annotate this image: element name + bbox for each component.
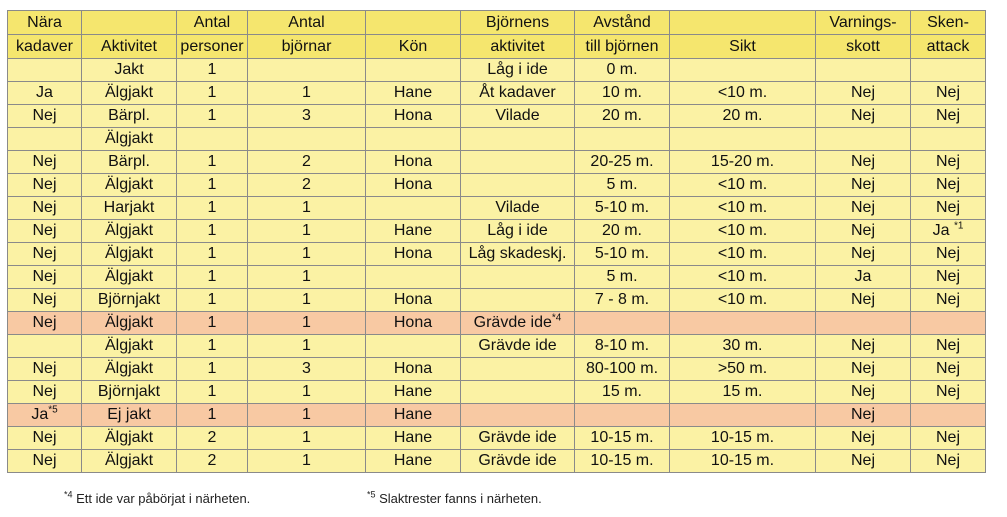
cell-skenattack: Nej xyxy=(911,427,986,450)
cell-sikt: 30 m. xyxy=(670,335,816,358)
cell-bjornens-aktivitet: Vilade xyxy=(461,105,575,128)
cell-bjornens-aktivitet: Låg i ide xyxy=(461,59,575,82)
cell-nara-kadaver: Nej xyxy=(8,105,82,128)
cell-bjornens-aktivitet xyxy=(461,358,575,381)
cell-nara-kadaver: Nej xyxy=(8,151,82,174)
cell-varningsskott: Nej xyxy=(816,335,911,358)
header-aktivitet: Aktivitet xyxy=(82,35,177,59)
cell-sikt: 20 m. xyxy=(670,105,816,128)
cell-sikt xyxy=(670,59,816,82)
cell-varningsskott: Nej xyxy=(816,105,911,128)
cell-antal-bjornar: 1 xyxy=(248,266,366,289)
header-sikt xyxy=(670,11,816,35)
cell-aktivitet: Älgjakt xyxy=(82,220,177,243)
cell-skenattack: Nej xyxy=(911,105,986,128)
cell-varningsskott: Nej xyxy=(816,404,911,427)
table-row xyxy=(8,358,986,381)
cell-antal-personer: 1 xyxy=(177,243,248,266)
cell-skenattack: Nej xyxy=(911,243,986,266)
cell-bjornens-aktivitet: Grävde ide xyxy=(461,427,575,450)
cell-varningsskott: Nej xyxy=(816,151,911,174)
cell-skenattack: Nej xyxy=(911,82,986,105)
cell-kon: Hona xyxy=(366,358,461,381)
cell-antal-bjornar: 1 xyxy=(248,197,366,220)
table-row xyxy=(8,427,986,450)
cell-avstand: 5-10 m. xyxy=(575,197,670,220)
cell-aktivitet: Älgjakt xyxy=(82,335,177,358)
cell-skenattack: Nej xyxy=(911,358,986,381)
cell-antal-personer: 1 xyxy=(177,59,248,82)
cell-kon: Hona xyxy=(366,312,461,335)
cell-bjornens-aktivitet xyxy=(461,174,575,197)
cell-antal-bjornar: 1 xyxy=(248,335,366,358)
cell-antal-bjornar: 1 xyxy=(248,289,366,312)
cell-sikt: 15-20 m. xyxy=(670,151,816,174)
cell-bjornens-aktivitet: Låg i ide xyxy=(461,220,575,243)
cell-nara-kadaver: Nej xyxy=(8,450,82,473)
cell-aktivitet: Bärpl. xyxy=(82,105,177,128)
cell-kon: Hane xyxy=(366,220,461,243)
cell-kon xyxy=(366,335,461,358)
cell-antal-personer: 1 xyxy=(177,404,248,427)
cell-bjornens-aktivitet xyxy=(461,381,575,404)
cell-sikt xyxy=(670,128,816,151)
cell-antal-personer: 1 xyxy=(177,266,248,289)
cell-skenattack xyxy=(911,128,986,151)
cell-bjornens-aktivitet: Åt kadaver xyxy=(461,82,575,105)
table-row xyxy=(8,59,986,82)
cell-antal-bjornar xyxy=(248,128,366,151)
cell-antal-personer: 1 xyxy=(177,381,248,404)
cell-antal-bjornar: 1 xyxy=(248,404,366,427)
cell-sikt: >50 m. xyxy=(670,358,816,381)
cell-varningsskott xyxy=(816,59,911,82)
cell-avstand xyxy=(575,312,670,335)
bear-encounter-table xyxy=(7,10,986,473)
table-row xyxy=(8,335,986,358)
cell-skenattack xyxy=(911,59,986,82)
cell-kon: Hane xyxy=(366,427,461,450)
cell-avstand: 5 m. xyxy=(575,174,670,197)
cell-nara-kadaver: Nej xyxy=(8,427,82,450)
cell-varningsskott xyxy=(816,312,911,335)
cell-sikt: <10 m. xyxy=(670,243,816,266)
header-row-2 xyxy=(8,35,986,59)
cell-avstand: 10-15 m. xyxy=(575,427,670,450)
cell-antal-bjornar: 2 xyxy=(248,151,366,174)
footnote-5: $^{*5}$ Slaktrester fanns i närheten. xyxy=(367,489,542,506)
header-varningsskott: skott xyxy=(816,35,911,59)
cell-aktivitet: Älgjakt xyxy=(82,82,177,105)
cell-bjornens-aktivitet: Grävde ide xyxy=(461,450,575,473)
table-row xyxy=(8,128,986,151)
cell-avstand: 20 m. xyxy=(575,220,670,243)
cell-avstand: 0 m. xyxy=(575,59,670,82)
cell-antal-personer xyxy=(177,128,248,151)
cell-skenattack: Ja $^{*1}$ xyxy=(911,220,986,243)
cell-aktivitet: Björnjakt xyxy=(82,289,177,312)
cell-kon xyxy=(366,197,461,220)
cell-kon xyxy=(366,59,461,82)
cell-nara-kadaver xyxy=(8,335,82,358)
table-row xyxy=(8,381,986,404)
cell-antal-bjornar: 1 xyxy=(248,82,366,105)
cell-sikt: 10-15 m. xyxy=(670,427,816,450)
cell-kon: Hona xyxy=(366,105,461,128)
cell-skenattack: Nej xyxy=(911,381,986,404)
cell-avstand: 10-15 m. xyxy=(575,450,670,473)
cell-avstand: 5 m. xyxy=(575,266,670,289)
cell-kon: Hona xyxy=(366,174,461,197)
cell-bjornens-aktivitet xyxy=(461,151,575,174)
table-row xyxy=(8,266,986,289)
cell-aktivitet: Älgjakt xyxy=(82,266,177,289)
cell-bjornens-aktivitet xyxy=(461,266,575,289)
cell-varningsskott: Nej xyxy=(816,289,911,312)
cell-skenattack: Nej xyxy=(911,174,986,197)
cell-kon: Hane xyxy=(366,450,461,473)
cell-antal-bjornar: 2 xyxy=(248,174,366,197)
cell-bjornens-aktivitet: Grävde ide$^{*4}$ xyxy=(461,312,575,335)
header-antal-bjornar: Antal xyxy=(248,11,366,35)
cell-kon: Hane xyxy=(366,381,461,404)
cell-antal-personer: 1 xyxy=(177,289,248,312)
header-avstand: till björnen xyxy=(575,35,670,59)
cell-antal-personer: 1 xyxy=(177,312,248,335)
header-aktivitet xyxy=(82,11,177,35)
cell-antal-personer: 1 xyxy=(177,335,248,358)
cell-skenattack xyxy=(911,404,986,427)
cell-varningsskott: Nej xyxy=(816,381,911,404)
cell-antal-personer: 2 xyxy=(177,450,248,473)
cell-sikt: <10 m. xyxy=(670,197,816,220)
table-row xyxy=(8,220,986,243)
header-row-1 xyxy=(8,11,986,35)
header-kon: Kön xyxy=(366,35,461,59)
table-row xyxy=(8,404,986,427)
header-bjornens-aktivitet: aktivitet xyxy=(461,35,575,59)
cell-sikt xyxy=(670,404,816,427)
cell-aktivitet: Älgjakt xyxy=(82,450,177,473)
cell-skenattack: Nej xyxy=(911,450,986,473)
cell-aktivitet: Ej jakt xyxy=(82,404,177,427)
cell-antal-bjornar: 1 xyxy=(248,243,366,266)
table-row xyxy=(8,82,986,105)
cell-antal-bjornar xyxy=(248,59,366,82)
cell-avstand xyxy=(575,128,670,151)
cell-nara-kadaver: Nej xyxy=(8,312,82,335)
cell-nara-kadaver: Nej xyxy=(8,174,82,197)
header-antal-personer: personer xyxy=(177,35,248,59)
cell-bjornens-aktivitet: Grävde ide xyxy=(461,335,575,358)
cell-bjornens-aktivitet xyxy=(461,289,575,312)
cell-antal-personer: 1 xyxy=(177,105,248,128)
cell-aktivitet: Harjakt xyxy=(82,197,177,220)
cell-nara-kadaver: Ja$^{*5}$ xyxy=(8,404,82,427)
cell-aktivitet: Älgjakt xyxy=(82,174,177,197)
cell-nara-kadaver: Ja xyxy=(8,82,82,105)
cell-kon: Hona xyxy=(366,151,461,174)
cell-antal-bjornar: 1 xyxy=(248,220,366,243)
cell-antal-personer: 1 xyxy=(177,197,248,220)
cell-antal-personer: 1 xyxy=(177,174,248,197)
cell-varningsskott: Nej xyxy=(816,220,911,243)
cell-sikt: 10-15 m. xyxy=(670,450,816,473)
cell-antal-personer: 1 xyxy=(177,82,248,105)
header-nara-kadaver: kadaver xyxy=(8,35,82,59)
cell-nara-kadaver: Nej xyxy=(8,266,82,289)
cell-nara-kadaver: Nej xyxy=(8,220,82,243)
table-row xyxy=(8,243,986,266)
cell-aktivitet: Björnjakt xyxy=(82,381,177,404)
table-row xyxy=(8,105,986,128)
cell-avstand: 5-10 m. xyxy=(575,243,670,266)
cell-skenattack: Nej xyxy=(911,289,986,312)
cell-antal-personer: 1 xyxy=(177,220,248,243)
table-row xyxy=(8,312,986,335)
table-row xyxy=(8,450,986,473)
cell-antal-bjornar: 3 xyxy=(248,358,366,381)
cell-avstand xyxy=(575,404,670,427)
table-row xyxy=(8,151,986,174)
cell-antal-bjornar: 3 xyxy=(248,105,366,128)
cell-nara-kadaver: Nej xyxy=(8,381,82,404)
cell-kon xyxy=(366,128,461,151)
cell-varningsskott: Nej xyxy=(816,243,911,266)
header-skenattack: Sken- xyxy=(911,11,986,35)
header-skenattack: attack xyxy=(911,35,986,59)
cell-kon: Hane xyxy=(366,82,461,105)
cell-varningsskott: Nej xyxy=(816,82,911,105)
header-kon xyxy=(366,11,461,35)
cell-aktivitet: Älgjakt xyxy=(82,243,177,266)
cell-sikt xyxy=(670,312,816,335)
table-row xyxy=(8,197,986,220)
cell-varningsskott: Nej xyxy=(816,427,911,450)
cell-nara-kadaver: Nej xyxy=(8,197,82,220)
cell-avstand: 7 - 8 m. xyxy=(575,289,670,312)
cell-sikt: <10 m. xyxy=(670,82,816,105)
cell-aktivitet: Älgjakt xyxy=(82,427,177,450)
cell-avstand: 15 m. xyxy=(575,381,670,404)
cell-skenattack: Nej xyxy=(911,335,986,358)
cell-antal-personer: 1 xyxy=(177,151,248,174)
cell-skenattack: Nej xyxy=(911,197,986,220)
cell-kon: Hona xyxy=(366,289,461,312)
cell-bjornens-aktivitet xyxy=(461,128,575,151)
cell-antal-bjornar: 1 xyxy=(248,381,366,404)
header-nara-kadaver: Nära xyxy=(8,11,82,35)
cell-varningsskott: Ja xyxy=(816,266,911,289)
cell-aktivitet: Älgjakt xyxy=(82,312,177,335)
cell-skenattack: Nej xyxy=(911,151,986,174)
cell-nara-kadaver: Nej xyxy=(8,289,82,312)
cell-sikt: <10 m. xyxy=(670,174,816,197)
cell-antal-personer: 2 xyxy=(177,427,248,450)
cell-avstand: 10 m. xyxy=(575,82,670,105)
header-avstand: Avstånd xyxy=(575,11,670,35)
cell-sikt: 15 m. xyxy=(670,381,816,404)
cell-bjornens-aktivitet: Vilade xyxy=(461,197,575,220)
header-antal-bjornar: björnar xyxy=(248,35,366,59)
cell-varningsskott: Nej xyxy=(816,174,911,197)
cell-varningsskott: Nej xyxy=(816,197,911,220)
cell-avstand: 8-10 m. xyxy=(575,335,670,358)
cell-sikt: <10 m. xyxy=(670,266,816,289)
cell-kon: Hane xyxy=(366,404,461,427)
cell-nara-kadaver: Nej xyxy=(8,243,82,266)
cell-sikt: <10 m. xyxy=(670,289,816,312)
cell-aktivitet: Bärpl. xyxy=(82,151,177,174)
footnote-4: $^{*4}$ Ett ide var påbörjat i närheten. xyxy=(64,489,251,506)
header-varningsskott: Varnings- xyxy=(816,11,911,35)
cell-avstand: 20 m. xyxy=(575,105,670,128)
cell-varningsskott: Nej xyxy=(816,358,911,381)
cell-bjornens-aktivitet xyxy=(461,404,575,427)
cell-kon xyxy=(366,266,461,289)
cell-antal-personer: 1 xyxy=(177,358,248,381)
cell-avstand: 20-25 m. xyxy=(575,151,670,174)
cell-aktivitet: Älgjakt xyxy=(82,358,177,381)
cell-aktivitet: Jakt xyxy=(82,59,177,82)
header-antal-personer: Antal xyxy=(177,11,248,35)
cell-bjornens-aktivitet: Låg skadeskj. xyxy=(461,243,575,266)
header-sikt: Sikt xyxy=(670,35,816,59)
cell-varningsskott: Nej xyxy=(816,450,911,473)
cell-nara-kadaver xyxy=(8,128,82,151)
table-row xyxy=(8,289,986,312)
cell-avstand: 80-100 m. xyxy=(575,358,670,381)
cell-antal-bjornar: 1 xyxy=(248,427,366,450)
cell-antal-bjornar: 1 xyxy=(248,450,366,473)
cell-sikt: <10 m. xyxy=(670,220,816,243)
cell-antal-bjornar: 1 xyxy=(248,312,366,335)
cell-nara-kadaver xyxy=(8,59,82,82)
cell-varningsskott xyxy=(816,128,911,151)
cell-skenattack: Nej xyxy=(911,266,986,289)
cell-kon: Hona xyxy=(366,243,461,266)
cell-skenattack xyxy=(911,312,986,335)
table-row xyxy=(8,174,986,197)
cell-aktivitet: Älgjakt xyxy=(82,128,177,151)
header-bjornens-aktivitet: Björnens xyxy=(461,11,575,35)
cell-nara-kadaver: Nej xyxy=(8,358,82,381)
